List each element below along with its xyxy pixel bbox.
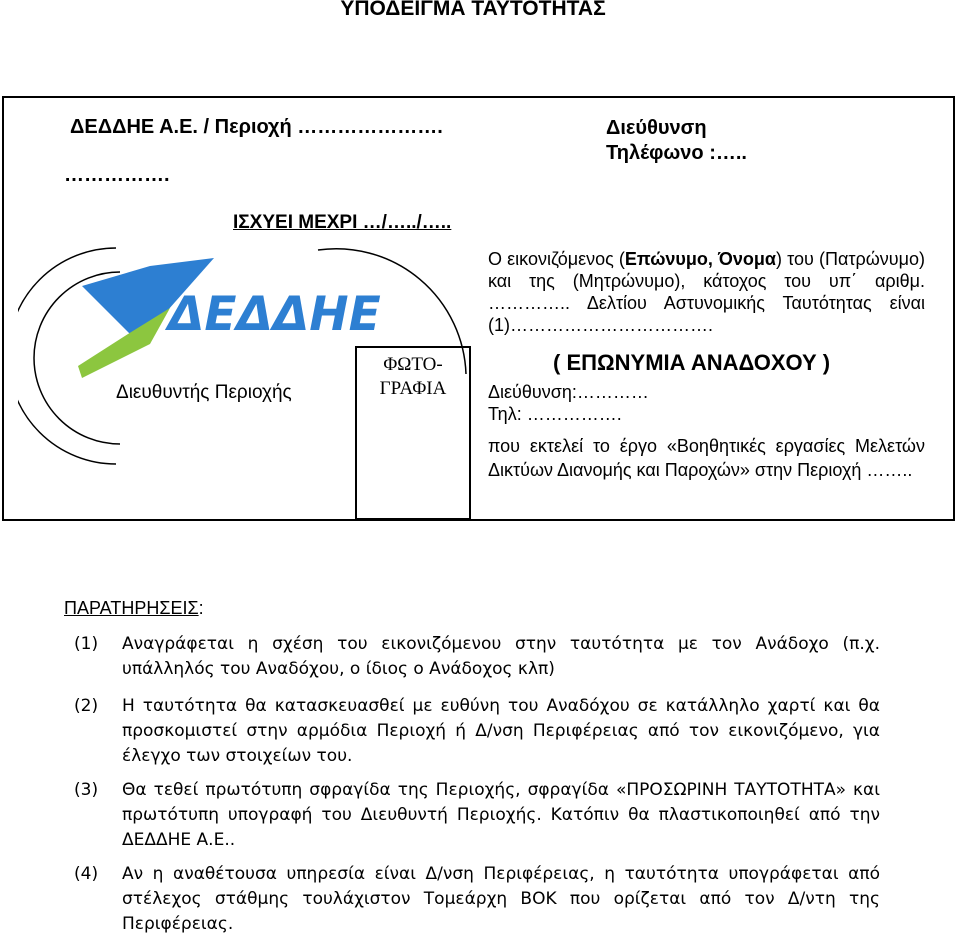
contractor-address: Διεύθυνση:………… (488, 382, 649, 402)
holder-description-part1: Ο εικονιζόμενος ( (488, 249, 625, 269)
photo-label-line1: ΦΩΤΟ- (383, 354, 443, 375)
remark-text: Θα τεθεί πρωτότυπη σφραγίδα της Περιοχής, σφραγίδα «ΠΡΟΣΩΡΙΝΗ ΤΑΥΤΟΤΗΤΑ» και πρωτότυπη υπογραφή του Διευθυντή Περιοχής. Κατόπιν θα πλαστικοποιηθεί από την ΔΕΔΔΗΕ Α.Ε.. (122, 780, 880, 850)
phone-label: Τηλέφωνο :….. (606, 142, 747, 164)
remark-text: Η ταυτότητα θα κατασκευασθεί με ευθύνη του Αναδόχου σε κατάλληλο χαρτί και θα προσκομιστεί στην αρμόδια Περιοχή ή Δ/νση Περιφέρειας από τον εικονιζόμενο, για έλεγχο των στοιχείων του. (122, 696, 880, 766)
remark-text: Αν η αναθέτουσα υπηρεσία είναι Δ/νση Περιφέρειας, η ταυτότητα υπογράφεται από στέλεχος στάθμης τουλάχιστον Τομεάρχη ΒΟΚ που ορίζεται από τον Δ/ντη της Περιφέρειας. (122, 864, 880, 934)
remarks-heading-colon: : (198, 598, 204, 618)
holder-name-bold: Επώνυμο, Όνομα (624, 249, 776, 269)
remark-item-1 (74, 632, 880, 682)
remark-number: (4) (74, 864, 99, 884)
valid-until-label: ΙΣΧΥΕΙ ΜΕΧΡΙ …/…../….. (233, 212, 452, 233)
remark-item-2 (74, 694, 880, 769)
work-description: που εκτελεί το έργο «Βοηθητικές εργασίες Μελετών Δικτύων Διανομής και Παροχών» στην Περιοχή …….. (488, 436, 925, 480)
remark-number: (3) (74, 780, 99, 800)
photo-label (355, 353, 471, 401)
remark-number: (1) (74, 634, 99, 654)
remark-item-3 (74, 778, 880, 853)
contractor-phone: Τηλ: ……………. (488, 404, 622, 424)
address-phone-block (606, 116, 747, 166)
holder-description (488, 248, 925, 336)
organization-area-line: ΔΕΔΔΗΕ Α.Ε. / Περιοχή …………………. (70, 116, 443, 138)
remark-text: Αναγράφεται η σχέση του εικονιζόμενου στην ταυτότητα με τον Ανάδοχο (π.χ. υπάλληλός του Αναδόχου, ο ίδιος ο Ανάδοχος κλπ) (122, 634, 880, 679)
logo-wordmark: ΔΕΔΔΗΕ (168, 287, 381, 342)
remarks-heading-text: ΠΑΡΑΤΗΡΗΣΕΙΣ (64, 598, 199, 618)
remarks-heading (64, 598, 204, 619)
contractor-contact (488, 381, 649, 425)
remark-item-4 (74, 862, 880, 937)
organization-area-dots: ……………. (64, 164, 170, 186)
holder-description-part2: ) του (Πατρώνυμο) και της (Μητρώνυμο), κάτοχος του υπ΄ αριθμ. ………….. Δελτίου Αστυνομικής Ταυτότητας είναι (1)……………………………. (488, 249, 925, 335)
photo-label-line2: ΓΡΑΦΙΑ (379, 378, 447, 399)
address-label: Διεύθυνση (606, 117, 707, 139)
director-label: Διευθυντής Περιοχής (116, 382, 292, 403)
contractor-name: ( ΕΠΩΝΥΜΙΑ ΑΝΑΔΟΧΟΥ ) (553, 350, 831, 375)
document-title: ΥΠΟΔΕΙΓΜΑ ΤΑΥΤΟΤΗΤΑΣ (340, 0, 606, 20)
remark-number: (2) (74, 696, 99, 716)
